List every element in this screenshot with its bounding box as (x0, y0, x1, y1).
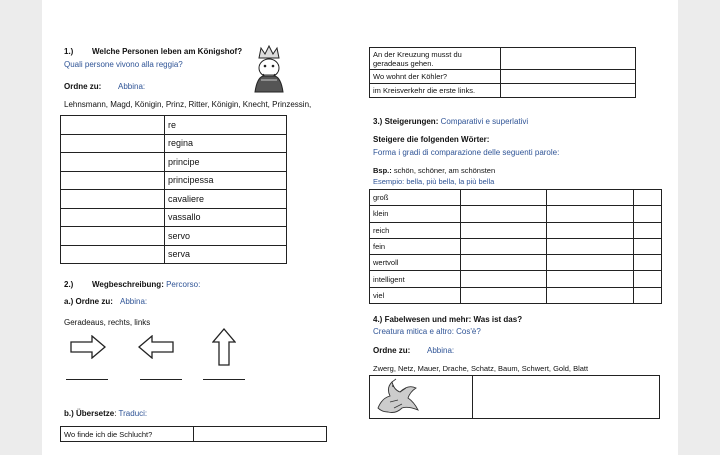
base-word: viel (370, 287, 461, 303)
answer-cell[interactable] (61, 171, 165, 190)
base-word: fein (370, 238, 461, 254)
section-2-title-wrap (92, 280, 200, 289)
section-3-example-it: Esempio: bella, più bella, la più bella (373, 177, 495, 186)
section-4-heading (373, 315, 522, 324)
answer-cell[interactable] (461, 238, 547, 254)
translate-table-bottom (60, 426, 327, 442)
answer-cell[interactable] (634, 287, 662, 303)
answer-cell[interactable] (547, 222, 634, 238)
table-row (61, 427, 327, 442)
answer-cell[interactable] (501, 70, 636, 84)
arrow-left-icon (138, 335, 174, 359)
answer-cell[interactable] (634, 190, 662, 206)
italian-term: serva (165, 245, 287, 264)
section-2b-it: Traduci: (118, 409, 148, 418)
german-sentence: Wo wohnt der Köhler? (370, 70, 501, 84)
section-3-example (373, 166, 495, 175)
section-1-word-bank: Lehnsmann, Magd, Königin, Prinz, Ritter, Königin, Knecht, Prinzessin, (64, 100, 312, 109)
table-row (370, 222, 662, 238)
answer-cell[interactable] (61, 208, 165, 227)
section-3-instruction: Steigere die folgenden Wörter: (373, 135, 490, 144)
answer-cell[interactable] (461, 287, 547, 303)
translate-table-top (369, 47, 636, 98)
table-row (61, 171, 287, 190)
table-row (370, 206, 662, 222)
section-2b-label: b.) Übersetze (64, 409, 115, 418)
court-persons-table (60, 115, 287, 264)
section-1-number: 1.) (64, 47, 74, 56)
german-sentence: An der Kreuzung musst du geradeaus gehen. (370, 48, 501, 70)
answer-cell[interactable] (461, 271, 547, 287)
answer-cell[interactable] (501, 48, 636, 70)
section-4-number: 4.) (373, 315, 383, 324)
table-row (370, 48, 636, 70)
answer-cell[interactable] (61, 227, 165, 246)
section-3-heading (373, 117, 528, 126)
answer-line-left[interactable] (140, 379, 182, 380)
answer-cell[interactable] (547, 190, 634, 206)
answer-cell[interactable] (547, 255, 634, 271)
section-3-number: 3.) (373, 117, 383, 126)
italian-term: vassallo (165, 208, 287, 227)
section-2-word-bank: Geradeaus, rechts, links (64, 318, 151, 327)
table-row (370, 84, 636, 98)
worksheet-page (42, 0, 678, 455)
answer-cell[interactable] (634, 222, 662, 238)
comparison-table (369, 189, 662, 304)
answer-cell[interactable] (461, 206, 547, 222)
italian-term: principe (165, 153, 287, 172)
arrow-right-icon (70, 335, 106, 359)
table-row (61, 153, 287, 172)
answer-cell[interactable] (61, 190, 165, 209)
italian-term: re (165, 116, 287, 135)
table-row (370, 287, 662, 303)
section-4-ordne-label: Ordne zu: (373, 346, 411, 355)
table-row (61, 134, 287, 153)
italian-term: principessa (165, 171, 287, 190)
italian-term: cavaliere (165, 190, 287, 209)
table-row (61, 208, 287, 227)
base-word: groß (370, 190, 461, 206)
section-4-ordne-it: Abbina: (427, 346, 455, 355)
table-row (370, 376, 660, 419)
table-row (370, 255, 662, 271)
table-row (370, 70, 636, 84)
picture-cell (370, 376, 473, 419)
answer-cell[interactable] (61, 116, 165, 135)
section-2-number: 2.) (64, 280, 74, 289)
table-row (370, 190, 662, 206)
base-word: intelligent (370, 271, 461, 287)
example-de: schön, schöner, am schönsten (393, 166, 496, 175)
base-word: wertvoll (370, 255, 461, 271)
base-word: reich (370, 222, 461, 238)
section-4-word-bank: Zwerg, Netz, Mauer, Drache, Schatz, Baum, Schwert, Gold, Blatt (373, 364, 589, 373)
table-row (61, 116, 287, 135)
comparison-table-body (370, 190, 662, 304)
answer-cell[interactable] (461, 190, 547, 206)
section-4-subtitle: Creatura mitica e altro: Cos'è? (373, 327, 481, 336)
table-row (370, 271, 662, 287)
answer-cell[interactable] (473, 376, 660, 419)
answer-cell[interactable] (461, 255, 547, 271)
table-row (370, 238, 662, 254)
german-sentence: im Kreisverkehr die erste links. (370, 84, 501, 98)
section-2-title-it: Percorso: (166, 280, 201, 289)
king-illustration-icon (249, 44, 289, 94)
section-1-ordne-label: Ordne zu: (64, 82, 102, 91)
section-2a-it: Abbina: (120, 297, 148, 306)
section-2-title: Wegbeschreibung: (92, 280, 164, 289)
answer-cell[interactable] (634, 206, 662, 222)
section-4-title: Fabelwesen und mehr: Was ist das? (384, 315, 523, 324)
table-row (61, 245, 287, 264)
answer-cell[interactable] (634, 255, 662, 271)
table-row (61, 190, 287, 209)
answer-cell[interactable] (547, 271, 634, 287)
answer-cell[interactable] (547, 287, 634, 303)
italian-term: regina (165, 134, 287, 153)
answer-cell[interactable] (61, 134, 165, 153)
answer-cell[interactable] (547, 206, 634, 222)
arrow-up-icon (212, 328, 236, 366)
answer-line-straight[interactable] (203, 379, 245, 380)
base-word: klein (370, 206, 461, 222)
example-label: Bsp.: (373, 166, 392, 175)
answer-cell[interactable] (194, 427, 327, 442)
section-2a-label: a.) Ordne zu: (64, 297, 113, 306)
answer-cell[interactable] (61, 245, 165, 264)
dragon-illustration-icon (372, 378, 422, 416)
answer-cell[interactable] (634, 238, 662, 254)
german-sentence: Wo finde ich die Schlucht? (61, 427, 194, 442)
table-row (61, 227, 287, 246)
answer-cell[interactable] (634, 271, 662, 287)
answer-cell[interactable] (61, 153, 165, 172)
section-1-subtitle: Quali persone vivono alla reggia? (64, 60, 183, 69)
section-1-title: Welche Personen leben am Königshof? (92, 47, 243, 56)
section-3-instruction-it: Forma i gradi di comparazione delle seguenti parole: (373, 148, 560, 157)
answer-cell[interactable] (501, 84, 636, 98)
answer-cell[interactable] (461, 222, 547, 238)
section-2b-colon: : (114, 409, 117, 418)
section-3-title-it: Comparativi e superlativi (440, 117, 529, 126)
section-2b-wrap (64, 409, 147, 418)
section-3-title: Steigerungen: (384, 117, 439, 126)
section-1-ordne-it: Abbina: (118, 82, 146, 91)
answer-line-right[interactable] (66, 379, 108, 380)
answer-cell[interactable] (547, 238, 634, 254)
creature-table (369, 375, 660, 419)
italian-term: servo (165, 227, 287, 246)
